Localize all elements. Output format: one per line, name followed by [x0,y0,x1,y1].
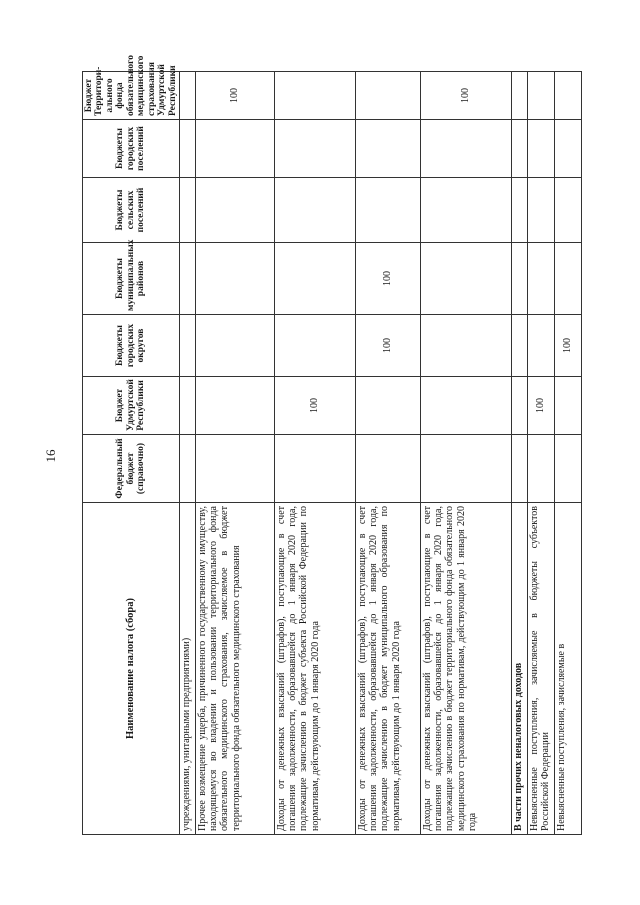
cell-federal [527,435,554,503]
cell-federal [355,435,420,503]
cell-municipal-districts [420,243,511,315]
row-name: Прочее возмещение ущерба, причиненного государственному имуществу, находящемуся во владении и пользовании территориального фонда обязательного медицинского страхования, зачисляемое в бюджет территориального фонда обязательного медицинского страхования [195,503,274,835]
cell-rural [274,178,355,243]
table-row [355,72,420,835]
header-federal-budget: Федеральный бюджет (справочно) [83,435,180,503]
cell-city-districts [420,315,511,377]
cell-rural [554,178,581,243]
cell-rural [195,178,274,243]
header-medical-insurance-fund: Бюджет Территори-ального фонда обязательного медицинского страхования Удмуртской Республики [83,72,180,120]
cell-medical-fund [554,72,581,120]
cell-city-districts [195,315,274,377]
cell-municipal-districts [195,243,274,315]
cell-medical-fund [355,72,420,120]
cell-municipal-districts [554,243,581,315]
cell-city-districts [274,315,355,377]
cell-rural [511,178,527,243]
cell-urban [511,120,527,178]
cell-urban [274,120,355,178]
header-republic-budget: Бюджет Удмуртской Республики [83,377,180,435]
table-row [195,72,274,835]
table-header-row [83,72,180,835]
cell-city-districts: 100 [554,315,581,377]
cell-urban [527,120,554,178]
cell-urban [355,120,420,178]
cell-republic [420,377,511,435]
cell-federal [274,435,355,503]
row-name: Доходы от денежных взысканий (штрафов), поступающие в счет погашения задолженности, образовавшейся до 1 января 2020 года, подлежащие зачислению в бюджет субъекта Российской Федерации по нормативам, действующим до 1 января 2020 года [274,503,355,835]
header-tax-name: Наименование налога (сбора) [83,503,180,835]
cell-city-districts [511,315,527,377]
cell-city-districts [527,315,554,377]
cell-urban [420,120,511,178]
cell-urban [554,120,581,178]
cell-medical-fund [274,72,355,120]
cell-rural [179,178,195,243]
cell-municipal-districts [527,243,554,315]
cell-republic [195,377,274,435]
cell-medical-fund: 100 [420,72,511,120]
cell-medical-fund: 100 [195,72,274,120]
cell-federal [195,435,274,503]
cell-city-districts [179,315,195,377]
cell-rural [355,178,420,243]
cell-republic [554,377,581,435]
table-row [420,72,511,835]
tax-distribution-table [82,54,582,835]
header-urban-settlements: Бюджеты городских поселений [83,120,180,178]
cell-federal [554,435,581,503]
cell-rural [420,178,511,243]
cell-federal [511,435,527,503]
cell-republic: 100 [527,377,554,435]
section-title: В части прочих неналоговых доходов [511,503,527,835]
cell-republic [179,377,195,435]
table-row [274,72,355,835]
table-row [179,72,195,835]
cell-municipal-districts [274,243,355,315]
header-city-districts: Бюджеты городских округов [83,315,180,377]
cell-municipal-districts: 100 [355,243,420,315]
cell-city-districts: 100 [355,315,420,377]
cell-medical-fund [511,72,527,120]
cell-medical-fund [179,72,195,120]
rotated-table-wrapper [82,54,574,835]
section-row [511,72,527,835]
cell-municipal-districts [179,243,195,315]
cell-federal [179,435,195,503]
table-row [527,72,554,835]
cell-republic: 100 [274,377,355,435]
cell-federal [420,435,511,503]
cell-urban [195,120,274,178]
header-municipal-districts: Бюджеты муниципальных районов [83,243,180,315]
table-row [554,72,581,835]
cell-republic [355,377,420,435]
cell-urban [179,120,195,178]
row-name: Невыясненные поступления, зачисляемые в бюджеты субъектов Российской Федерации [527,503,554,835]
cell-republic [511,377,527,435]
cell-rural [527,178,554,243]
page-number: 16 [43,449,58,463]
row-name: Доходы от денежных взысканий (штрафов), поступающие в счет погашения задолженности, образовавшейся до 1 января 2020 года, подлежащие зачислению в бюджет территориального фонда обязательного медицинского страхования по нормативам, действующим до 1 января 2020 года [420,503,511,835]
row-name: Доходы от денежных взысканий (штрафов), поступающие в счет погашения задолженности, образовавшейся до 1 января 2020 года, подлежащие зачислению в бюджет муниципального образования по нормативам, действующим до 1 января 2020 года [355,503,420,835]
cell-municipal-districts [511,243,527,315]
row-name: Невыясненные поступления, зачисляемые в [554,503,581,835]
header-rural-settlements: Бюджеты сельских поселений [83,178,180,243]
row-name: учреждениями, унитарными предприятиями) [179,503,195,835]
cell-medical-fund [527,72,554,120]
